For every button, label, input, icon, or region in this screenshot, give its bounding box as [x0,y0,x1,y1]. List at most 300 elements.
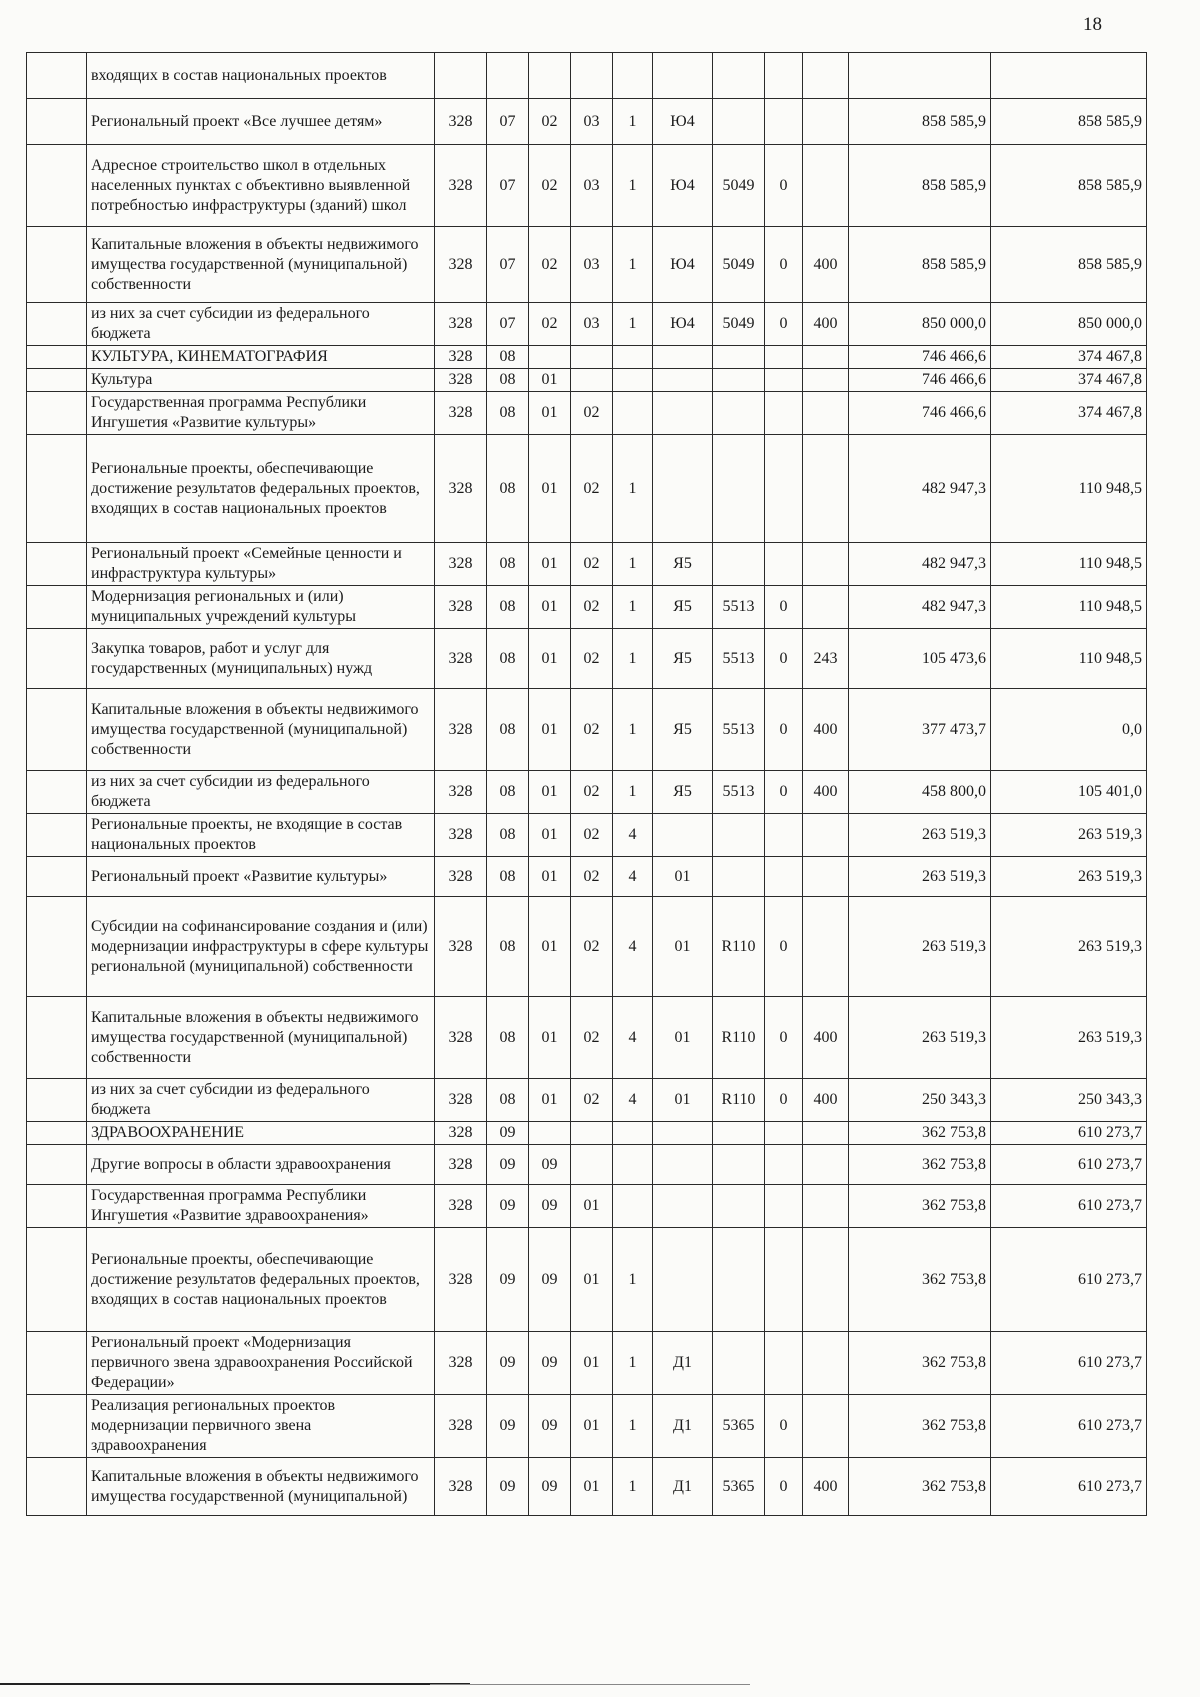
row-number-cell [27,1395,87,1458]
cell-project [653,814,713,857]
cell-subsection: 09 [529,1145,571,1185]
cell-ministry: 328 [435,346,487,369]
row-number-cell [27,897,87,997]
cell-amount1: 362 753,8 [849,1395,991,1458]
cell-ext [765,435,803,543]
cell-amount2: 610 273,7 [991,1122,1147,1145]
cell-exp [803,346,849,369]
cell-project [653,1185,713,1228]
cell-exp [803,435,849,543]
cell-project: Д1 [653,1332,713,1395]
cell-type: 4 [613,1079,653,1122]
cell-exp [803,99,849,145]
cell-type [613,392,653,435]
cell-amount2: 858 585,9 [991,99,1147,145]
footer-rule-faint [430,1684,750,1685]
cell-project: Я5 [653,586,713,629]
cell-amount2: 110 948,5 [991,629,1147,689]
cell-project [653,346,713,369]
cell-project [653,53,713,99]
cell-name: Региональный проект «Семейные ценности и инфраструктура культуры» [87,543,435,586]
cell-project: Ю4 [653,303,713,346]
cell-type: 1 [613,1395,653,1458]
cell-ext: 0 [765,689,803,771]
cell-amount2 [991,53,1147,99]
row-number-cell [27,346,87,369]
cell-exp [803,1332,849,1395]
cell-ministry: 328 [435,689,487,771]
cell-type: 1 [613,227,653,303]
cell-amount1: 850 000,0 [849,303,991,346]
cell-name: Адресное строительство школ в отдельных населенных пунктах с объективно выявленной потребностью инфраструктуры (зданий) школ [87,145,435,227]
cell-ext: 0 [765,771,803,814]
cell-ministry: 328 [435,543,487,586]
cell-amount2: 374 467,8 [991,369,1147,392]
table-row [27,689,1147,771]
cell-amount1: 482 947,3 [849,586,991,629]
cell-type: 1 [613,145,653,227]
cell-type [613,369,653,392]
cell-exp [803,543,849,586]
cell-type: 4 [613,997,653,1079]
cell-direction: 5365 [713,1395,765,1458]
cell-amount1: 858 585,9 [849,145,991,227]
cell-amount1: 362 753,8 [849,1228,991,1332]
cell-amount1 [849,53,991,99]
cell-amount1: 362 753,8 [849,1145,991,1185]
cell-project: Я5 [653,543,713,586]
cell-amount1: 263 519,3 [849,857,991,897]
cell-section: 08 [487,814,529,857]
cell-type [613,346,653,369]
cell-ext [765,369,803,392]
cell-section: 09 [487,1332,529,1395]
row-number-cell [27,586,87,629]
cell-name: Государственная программа Республики Ингушетия «Развитие культуры» [87,392,435,435]
cell-ministry: 328 [435,227,487,303]
cell-name: входящих в состав национальных проектов [87,53,435,99]
table-row [27,586,1147,629]
cell-ext [765,1122,803,1145]
row-number-cell [27,369,87,392]
cell-project: Ю4 [653,227,713,303]
table-row [27,1458,1147,1516]
cell-name: Капитальные вложения в объекты недвижимого имущества государственной (муниципальной) [87,1458,435,1516]
cell-direction: 5513 [713,629,765,689]
cell-exp [803,814,849,857]
cell-subsection: 01 [529,392,571,435]
cell-project [653,435,713,543]
cell-program: 02 [571,997,613,1079]
cell-name: Реализация региональных проектов модернизации первичного звена здравоохранения [87,1395,435,1458]
table-row [27,1395,1147,1458]
table-row [27,1079,1147,1122]
cell-project: Я5 [653,771,713,814]
cell-amount2: 610 273,7 [991,1332,1147,1395]
cell-ministry: 328 [435,99,487,145]
cell-amount2: 610 273,7 [991,1185,1147,1228]
cell-subsection: 01 [529,814,571,857]
cell-amount2: 850 000,0 [991,303,1147,346]
row-number-cell [27,543,87,586]
row-number-cell [27,53,87,99]
row-number-cell [27,303,87,346]
cell-ministry: 328 [435,1145,487,1185]
cell-program: 03 [571,145,613,227]
cell-direction [713,1228,765,1332]
cell-amount1: 263 519,3 [849,897,991,997]
cell-amount2: 110 948,5 [991,435,1147,543]
cell-ext: 0 [765,1079,803,1122]
row-number-cell [27,997,87,1079]
cell-amount1: 362 753,8 [849,1185,991,1228]
cell-type: 4 [613,897,653,997]
cell-name: Региональные проекты, обеспечивающие достижение результатов федеральных проектов, входящих в состав национальных проектов [87,1228,435,1332]
cell-type: 1 [613,629,653,689]
cell-name: из них за счет субсидии из федерального бюджета [87,303,435,346]
cell-type: 4 [613,857,653,897]
cell-program: 03 [571,303,613,346]
cell-ministry: 328 [435,997,487,1079]
cell-subsection: 02 [529,303,571,346]
cell-ministry: 328 [435,1395,487,1458]
row-number-cell [27,145,87,227]
cell-project [653,1145,713,1185]
cell-project: 01 [653,857,713,897]
cell-section: 08 [487,897,529,997]
cell-program [571,346,613,369]
cell-subsection: 01 [529,369,571,392]
cell-section: 08 [487,857,529,897]
cell-section: 08 [487,997,529,1079]
budget-sheet [26,52,1146,1516]
cell-subsection [529,1122,571,1145]
cell-project: Д1 [653,1395,713,1458]
cell-amount2: 610 273,7 [991,1228,1147,1332]
cell-direction [713,1145,765,1185]
cell-direction: R110 [713,997,765,1079]
cell-amount2: 0,0 [991,689,1147,771]
table-row [27,99,1147,145]
row-number-cell [27,1079,87,1122]
cell-subsection: 01 [529,435,571,543]
cell-direction: 5049 [713,145,765,227]
cell-name: Региональный проект «Модернизация первичного звена здравоохранения Российской Федерации» [87,1332,435,1395]
cell-exp [803,53,849,99]
cell-direction [713,543,765,586]
table-row [27,1228,1147,1332]
cell-ministry: 328 [435,369,487,392]
cell-amount2: 105 401,0 [991,771,1147,814]
cell-ext [765,543,803,586]
cell-type: 1 [613,435,653,543]
row-number-cell [27,435,87,543]
row-number-cell [27,1458,87,1516]
cell-ext: 0 [765,303,803,346]
cell-ministry: 328 [435,1185,487,1228]
row-number-cell [27,1332,87,1395]
table-body [27,53,1147,1516]
cell-project [653,1228,713,1332]
table-row [27,629,1147,689]
cell-name: Региональный проект «Развитие культуры» [87,857,435,897]
row-number-cell [27,392,87,435]
table-row [27,1332,1147,1395]
cell-ministry: 328 [435,857,487,897]
cell-program: 02 [571,586,613,629]
cell-section: 08 [487,629,529,689]
cell-name: Модернизация региональных и (или) муниципальных учреждений культуры [87,586,435,629]
table-row [27,303,1147,346]
budget-table [26,52,1147,1516]
cell-amount1: 263 519,3 [849,997,991,1079]
cell-amount1: 250 343,3 [849,1079,991,1122]
row-number-cell [27,1122,87,1145]
cell-type [613,1122,653,1145]
cell-name: Региональные проекты, не входящие в состав национальных проектов [87,814,435,857]
cell-exp: 400 [803,1079,849,1122]
table-row [27,435,1147,543]
cell-direction [713,53,765,99]
cell-program: 02 [571,897,613,997]
cell-ext: 0 [765,145,803,227]
cell-section: 08 [487,689,529,771]
cell-project: 01 [653,897,713,997]
cell-type: 1 [613,689,653,771]
cell-direction: R110 [713,1079,765,1122]
cell-type [613,1185,653,1228]
cell-section: 08 [487,771,529,814]
table-row [27,369,1147,392]
cell-program [571,369,613,392]
cell-project: Я5 [653,629,713,689]
cell-direction: 5365 [713,1458,765,1516]
cell-ext [765,1228,803,1332]
cell-amount1: 458 800,0 [849,771,991,814]
page-number: 18 [1083,14,1102,35]
cell-program: 01 [571,1395,613,1458]
cell-subsection: 01 [529,629,571,689]
cell-section: 08 [487,346,529,369]
cell-exp [803,586,849,629]
cell-subsection: 02 [529,99,571,145]
cell-section: 09 [487,1122,529,1145]
cell-amount2: 110 948,5 [991,586,1147,629]
cell-type: 1 [613,1228,653,1332]
cell-amount1: 482 947,3 [849,435,991,543]
cell-exp [803,1228,849,1332]
cell-amount2: 250 343,3 [991,1079,1147,1122]
cell-subsection [529,346,571,369]
cell-section: 08 [487,586,529,629]
cell-direction [713,435,765,543]
cell-amount2: 610 273,7 [991,1145,1147,1185]
cell-subsection: 09 [529,1332,571,1395]
cell-amount2: 858 585,9 [991,227,1147,303]
cell-program: 02 [571,543,613,586]
table-row [27,1145,1147,1185]
cell-amount1: 362 753,8 [849,1332,991,1395]
cell-section: 08 [487,369,529,392]
cell-exp: 400 [803,303,849,346]
cell-ministry: 328 [435,897,487,997]
row-number-cell [27,1228,87,1332]
cell-ext [765,1145,803,1185]
cell-subsection: 01 [529,543,571,586]
cell-subsection: 01 [529,1079,571,1122]
cell-program: 01 [571,1332,613,1395]
cell-exp: 243 [803,629,849,689]
cell-direction [713,857,765,897]
cell-exp: 400 [803,997,849,1079]
cell-subsection: 02 [529,145,571,227]
cell-program: 01 [571,1185,613,1228]
cell-ext: 0 [765,1458,803,1516]
cell-project [653,392,713,435]
cell-program: 03 [571,227,613,303]
cell-direction: 5513 [713,586,765,629]
cell-direction [713,814,765,857]
cell-amount1: 858 585,9 [849,99,991,145]
cell-subsection: 09 [529,1228,571,1332]
cell-ext: 0 [765,1395,803,1458]
table-row [27,997,1147,1079]
cell-subsection: 02 [529,227,571,303]
cell-project: 01 [653,997,713,1079]
row-number-cell [27,814,87,857]
cell-type: 1 [613,771,653,814]
cell-direction [713,99,765,145]
cell-amount1: 746 466,6 [849,346,991,369]
cell-direction [713,1185,765,1228]
cell-amount2: 610 273,7 [991,1458,1147,1516]
cell-exp [803,1185,849,1228]
table-row [27,543,1147,586]
cell-name: КУЛЬТУРА, КИНЕМАТОГРАФИЯ [87,346,435,369]
cell-ext [765,1185,803,1228]
cell-subsection: 09 [529,1185,571,1228]
cell-name: Государственная программа Республики Ингушетия «Развитие здравоохранения» [87,1185,435,1228]
footer-rule [0,1683,470,1685]
cell-ministry: 328 [435,771,487,814]
cell-name: Капитальные вложения в объекты недвижимого имущества государственной (муниципальной) собственности [87,227,435,303]
cell-program: 02 [571,1079,613,1122]
cell-ministry: 328 [435,586,487,629]
cell-type: 1 [613,586,653,629]
cell-ext: 0 [765,629,803,689]
cell-section: 08 [487,435,529,543]
table-row [27,53,1147,99]
cell-exp [803,897,849,997]
table-row [27,814,1147,857]
cell-ministry: 328 [435,1079,487,1122]
cell-name: Капитальные вложения в объекты недвижимого имущества государственной (муниципальной) собственности [87,689,435,771]
cell-amount1: 362 753,8 [849,1122,991,1145]
cell-program: 02 [571,392,613,435]
cell-ministry: 328 [435,145,487,227]
cell-amount2: 610 273,7 [991,1395,1147,1458]
cell-direction: 5049 [713,303,765,346]
cell-exp [803,857,849,897]
cell-ext [765,1332,803,1395]
row-number-cell [27,227,87,303]
cell-type: 4 [613,814,653,857]
row-number-cell [27,689,87,771]
cell-program [571,1145,613,1185]
cell-name: из них за счет субсидии из федерального бюджета [87,771,435,814]
cell-ext [765,99,803,145]
cell-direction [713,1122,765,1145]
cell-direction: 5049 [713,227,765,303]
table-row [27,771,1147,814]
table-row [27,857,1147,897]
cell-exp: 400 [803,771,849,814]
cell-ministry: 328 [435,1332,487,1395]
cell-exp [803,1395,849,1458]
cell-direction [713,392,765,435]
cell-ext: 0 [765,997,803,1079]
cell-program: 02 [571,689,613,771]
cell-project: Я5 [653,689,713,771]
cell-ministry: 328 [435,1458,487,1516]
row-number-cell [27,99,87,145]
cell-subsection: 01 [529,997,571,1079]
cell-name: Закупка товаров, работ и услуг для государственных (муниципальных) нужд [87,629,435,689]
cell-ext: 0 [765,586,803,629]
cell-program: 02 [571,857,613,897]
cell-ext [765,857,803,897]
cell-amount2: 374 467,8 [991,392,1147,435]
cell-section [487,53,529,99]
cell-name: Культура [87,369,435,392]
cell-name: Капитальные вложения в объекты недвижимого имущества государственной (муниципальной) собственности [87,997,435,1079]
cell-ministry: 328 [435,629,487,689]
cell-amount2: 263 519,3 [991,897,1147,997]
cell-amount1: 263 519,3 [849,814,991,857]
cell-section: 08 [487,392,529,435]
cell-subsection: 09 [529,1458,571,1516]
cell-subsection: 01 [529,897,571,997]
cell-program [571,1122,613,1145]
cell-ext [765,814,803,857]
cell-ministry: 328 [435,303,487,346]
table-row [27,145,1147,227]
cell-amount2: 374 467,8 [991,346,1147,369]
cell-project: 01 [653,1079,713,1122]
cell-subsection: 01 [529,771,571,814]
table-row [27,346,1147,369]
cell-program: 02 [571,814,613,857]
cell-program: 02 [571,629,613,689]
cell-section: 08 [487,1079,529,1122]
cell-ext [765,346,803,369]
row-number-cell [27,1145,87,1185]
cell-type [613,1145,653,1185]
cell-direction: 5513 [713,689,765,771]
cell-ext: 0 [765,897,803,997]
cell-section: 09 [487,1458,529,1516]
cell-subsection: 09 [529,1395,571,1458]
cell-section: 09 [487,1185,529,1228]
cell-exp: 400 [803,227,849,303]
cell-program: 02 [571,435,613,543]
cell-amount2: 263 519,3 [991,814,1147,857]
cell-ext: 0 [765,227,803,303]
cell-amount2: 858 585,9 [991,145,1147,227]
table-row [27,1122,1147,1145]
cell-type: 1 [613,99,653,145]
cell-name: Региональный проект «Все лучшее детям» [87,99,435,145]
